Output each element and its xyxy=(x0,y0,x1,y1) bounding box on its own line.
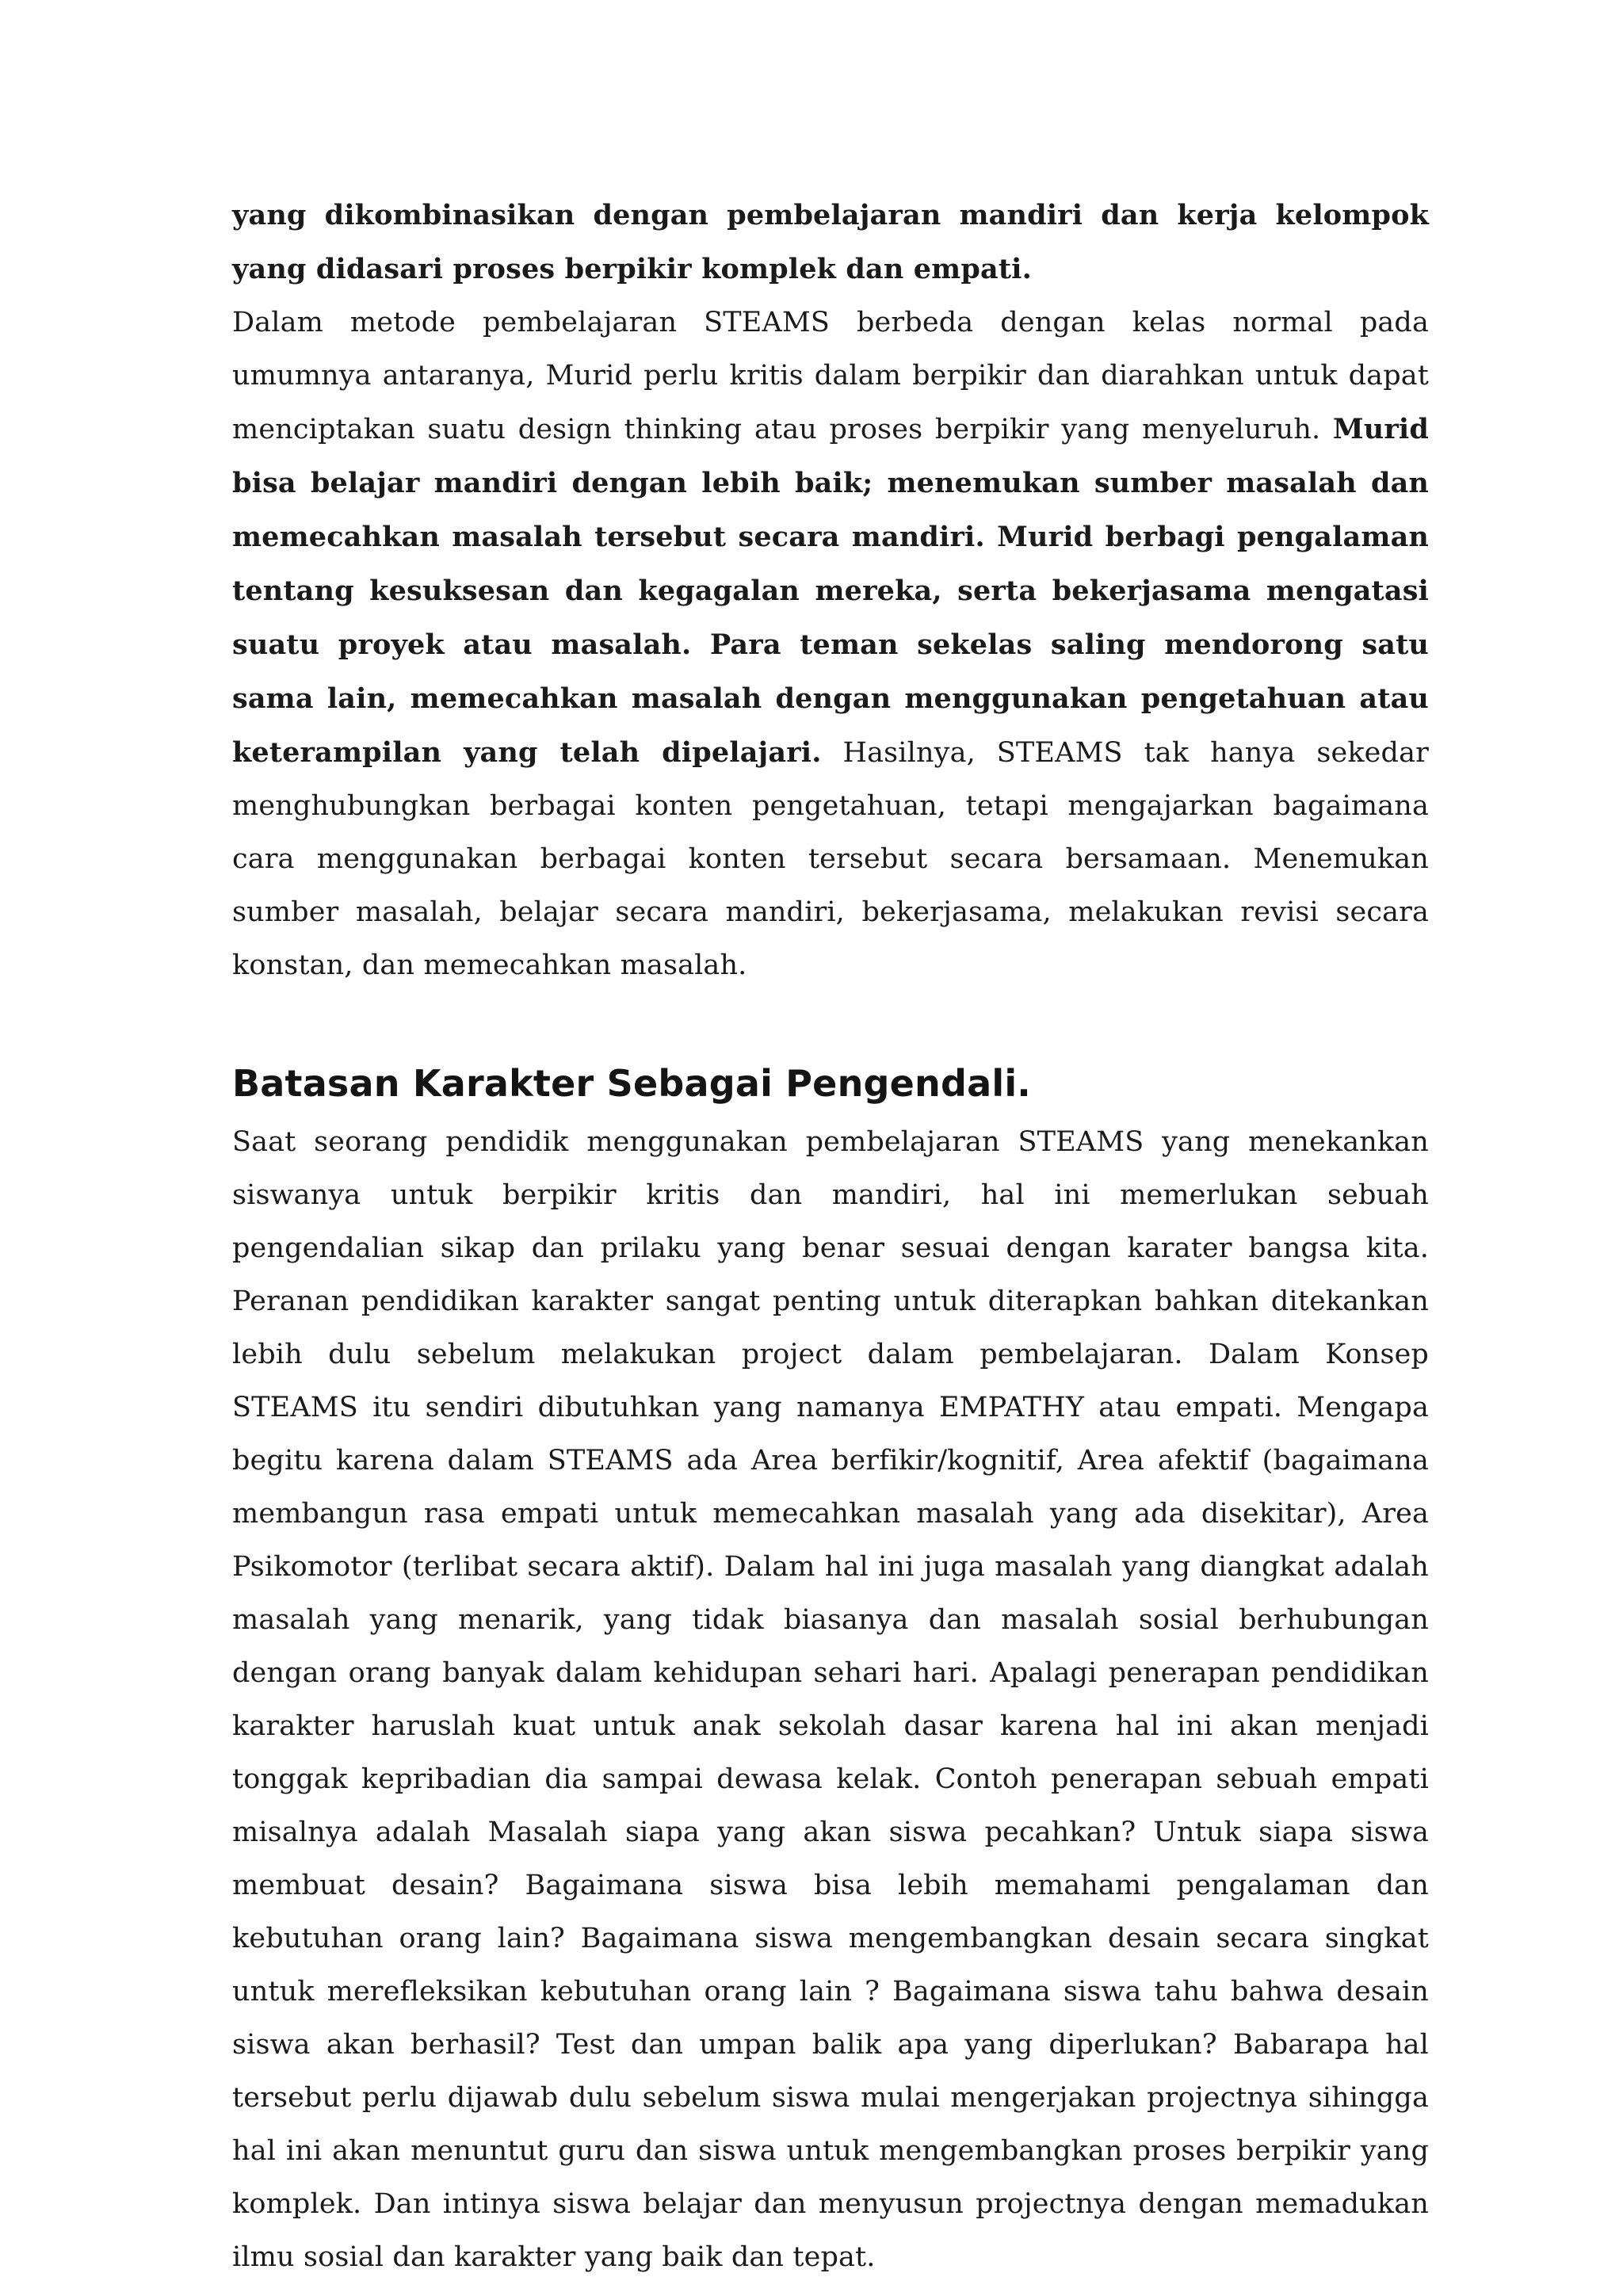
character-paragraph: Saat seorang pendidik menggunakan pembelajaran STEAMS yang menekankan siswanya untuk berpikir kritis dan mandiri, hal ini memerlukan sebuah pengendalian sikap dan prilaku yang benar sesuai dengan karater bangsa kita. Peranan pendidikan karakter sangat penting untuk diterapkan bahkan ditekankan lebih dulu sebelum melakukan project dalam pembelajaran. Dalam Konsep STEAMS itu sendiri dibutuhkan yang namanya EMPATHY atau empati. Mengapa begitu karena dalam STEAMS ada Area berfikir/kognitif, Area afektif (bagaimana membangun rasa empati untuk memecahkan masalah yang ada disekitar), Area Psikomotor (terlibat secara aktif). Dalam hal ini juga masalah yang diangkat adalah masalah yang menarik, yang tidak biasanya dan masalah sosial berhubungan dengan orang banyak dalam kehidupan sehari hari. Apalagi penerapan pendidikan karakter haruslah kuat untuk anak sekolah dasar karena hal ini akan menjadi tonggak kepribadian dia sampai dewasa kelak. Contoh penerapan sebuah empati misalnya adalah Masalah siapa yang akan siswa pecahkan? Untuk siapa siswa membuat desain? Bagaimana siswa bisa lebih memahami pengalaman dan kebutuhan orang lain? Bagaimana siswa mengembangkan desain secara singkat untuk merefleksikan kebutuhan orang lain ? Bagaimana siswa tahu bahwa desain siswa akan berhasil? Test dan umpan balik apa yang diperlukan? Babarapa hal tersebut perlu dijawab dulu sebelum siswa mulai mengerjakan projectnya sihingga hal ini akan menuntut guru dan siswa untuk mengembangkan proses berpikir yang komplek. Dan intinya siswa belajar dan menyusun projectnya dengan memadukan ilmu sosial dan karakter yang baik dan tepat. xyxy=(232,1126,1429,2273)
steams-method-bold-text: Murid bisa belajar mandiri dengan lebih baik; menemukan sumber masalah dan memecahkan masalah tersebut secara mandiri. Murid berbagi pengalaman tentang kesuksesan dan kegagalan mereka, serta bekerjasama mengatasi suatu proyek atau masalah. Para teman sekelas saling mendorong satu sama lain, memecahkan masalah dengan menggunakan pengetahuan atau keterampilan yang telah dipelajari. xyxy=(232,413,1429,769)
intro-paragraph xyxy=(232,189,1429,296)
steams-method-paragraph xyxy=(232,296,1429,992)
steams-method-text-b: Hasilnya, STEAMS tak hanya sekedar menghubungkan berbagai konten pengetahuan, tetapi mengajarkan bagaimana cara menggunakan berbagai konten tersebut secara bersamaan. Menemukan sumber masalah, belajar secara mandiri, bekerjasama, melakukan revisi secara konstan, dan memecahkan masalah. xyxy=(232,737,1430,981)
document-body xyxy=(232,189,1429,2284)
section-heading: Batasan Karakter Sebagai Pengendali. xyxy=(232,1062,1031,1105)
intro-bold-text: yang dikombinasikan dengan pembelajaran mandiri dan kerja kelompok yang didasari proses berpikir komplek dan empati. xyxy=(232,199,1429,285)
steams-method-text-a: Dalam metode pembelajaran STEAMS berbeda dengan kelas normal pada umumnya antaranya, Murid perlu kritis dalam berpikir dan diarahkan untuk dapat menciptakan suatu design thinking atau proses berpikir yang menyeluruh. xyxy=(232,307,1429,445)
